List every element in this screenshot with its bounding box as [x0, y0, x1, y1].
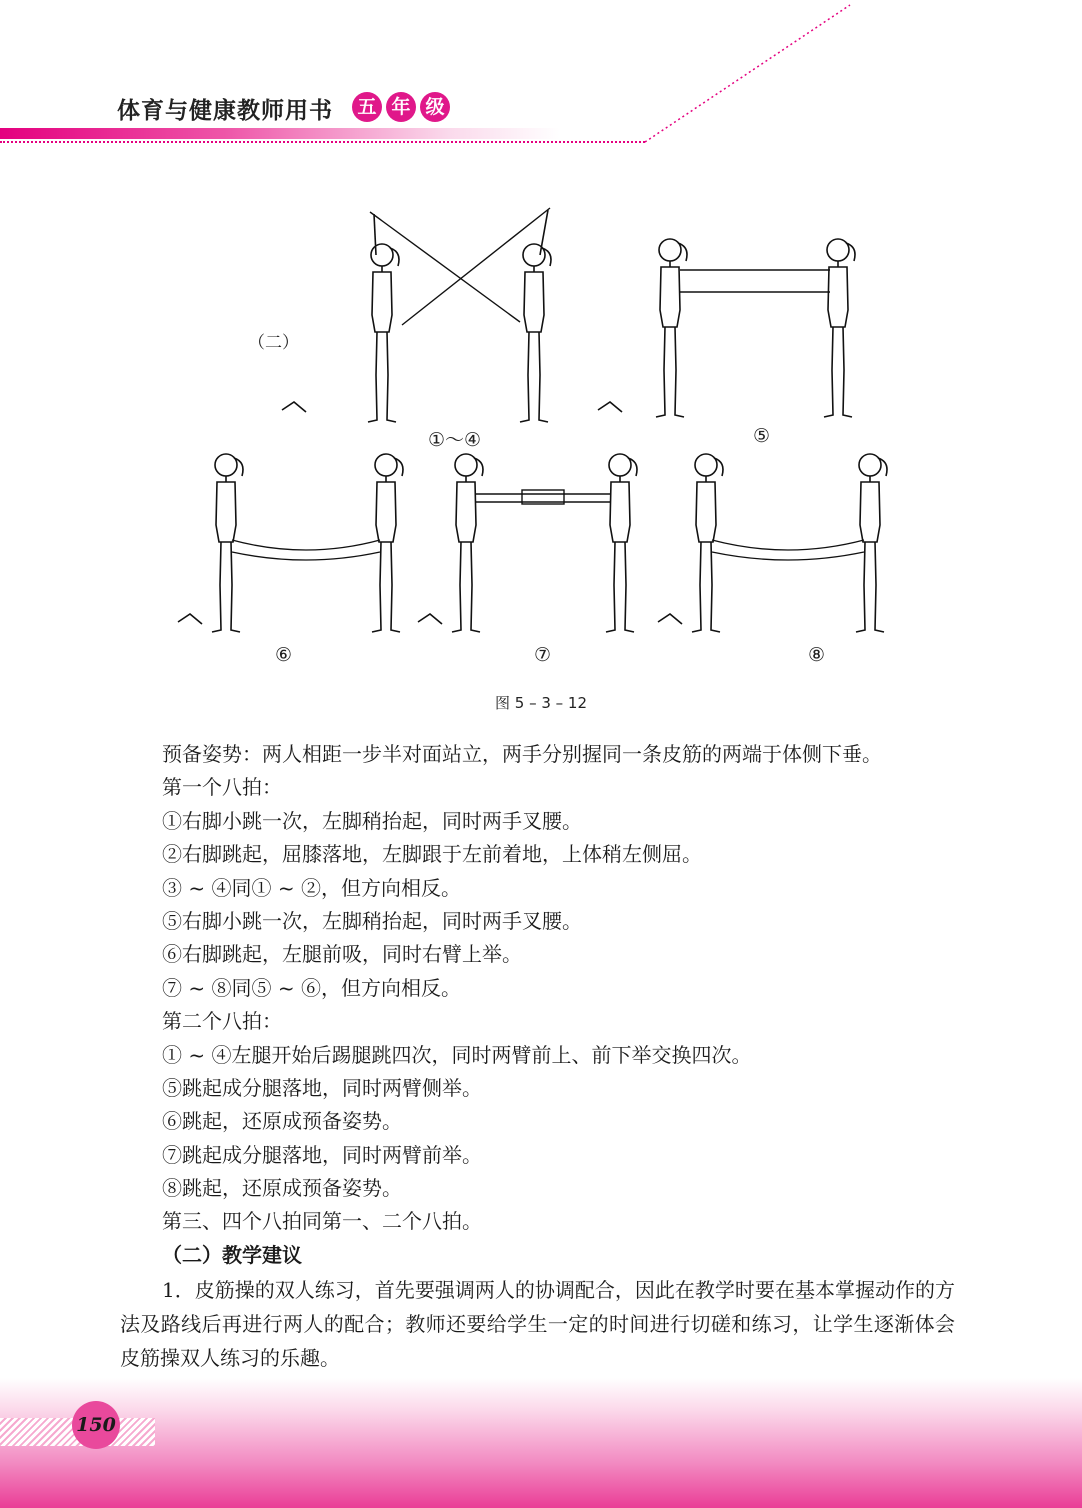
text-line: ③ ~ ④同① ~ ②，但方向相反。	[162, 875, 461, 900]
text-line: ⑦ ~ ⑧同⑤ ~ ⑥，但方向相反。	[162, 975, 461, 1000]
panel-label: ⑦	[534, 644, 552, 666]
panel-label: ⑤	[753, 425, 771, 447]
direction-arrow-icon	[282, 402, 306, 412]
text-line: 第三、四个八拍同第一、二个八拍。	[162, 1209, 482, 1234]
panel-label: ⑥	[275, 644, 293, 666]
suggestion-paragraph: 1．皮筋操的双人练习，首先要强调两人的协调配合，因此在教学时要在基本掌握动作的方法及路线后再进行两人的配合；教师还要给学生一定的时间进行切磋和练习，让学生逐渐体会皮筋操双人练习的乐趣。	[120, 1278, 955, 1370]
direction-arrow-icon	[658, 614, 682, 624]
panel-1-4-illustration	[282, 208, 551, 422]
book-title: 体育与健康教师用书	[117, 98, 333, 124]
figure-caption: 图 5 – 3 – 12	[494, 694, 587, 712]
panel-label: ①～④	[428, 429, 482, 451]
text-line: ②右脚跳起，屈膝落地，左脚跟于左前着地，上体稍左侧屈。	[162, 842, 702, 867]
grade-badge	[352, 92, 450, 122]
grade-char: 级	[420, 92, 450, 122]
panel-7-illustration	[418, 454, 637, 632]
text-line: 第一个八拍：	[162, 775, 282, 800]
header-bar	[0, 128, 560, 139]
panel-8-illustration	[658, 454, 887, 632]
text-line: ⑥跳起，还原成预备姿势。	[162, 1109, 402, 1134]
text-line: ⑥右脚跳起，左腿前吸，同时右臂上举。	[162, 942, 522, 967]
text-line: ⑦跳起成分腿落地，同时两臂前举。	[162, 1142, 482, 1167]
exercise-figure	[170, 200, 905, 680]
text-line: 预备姿势：两人相距一步半对面站立，两手分别握同一条皮筋的两端于体侧下垂。	[162, 742, 882, 766]
text-line: ①右脚小跳一次，左脚稍抬起，同时两手叉腰。	[162, 808, 582, 833]
text-line: ⑧跳起，还原成预备姿势。	[162, 1176, 402, 1201]
text-line: ⑤跳起成分腿落地，同时两臂侧举。	[162, 1075, 482, 1100]
figure-illustration	[170, 200, 905, 680]
grade-char: 五	[352, 92, 382, 122]
direction-arrow-icon	[178, 614, 202, 624]
text-line: ① ~ ④左腿开始后踢腿跳四次，同时两臂前上、前下举交换四次。	[162, 1042, 752, 1067]
text-line: ⑤右脚小跳一次，左脚稍抬起，同时两手叉腰。	[162, 908, 582, 933]
section-heading: （二）教学建议	[162, 1242, 302, 1267]
panel-6-illustration	[178, 454, 403, 632]
grade-char: 年	[386, 92, 416, 122]
body-text	[162, 738, 982, 1272]
panel-5-illustration	[598, 239, 855, 417]
header-dotted-line	[0, 141, 645, 143]
direction-arrow-icon	[598, 402, 622, 412]
footer-band	[0, 1378, 1082, 1508]
page-number: 150	[72, 1401, 120, 1449]
direction-arrow-icon	[418, 614, 442, 624]
figure-group-label: （二）	[248, 333, 299, 353]
text-line: 第二个八拍：	[162, 1009, 282, 1034]
panel-label: ⑧	[808, 644, 826, 666]
